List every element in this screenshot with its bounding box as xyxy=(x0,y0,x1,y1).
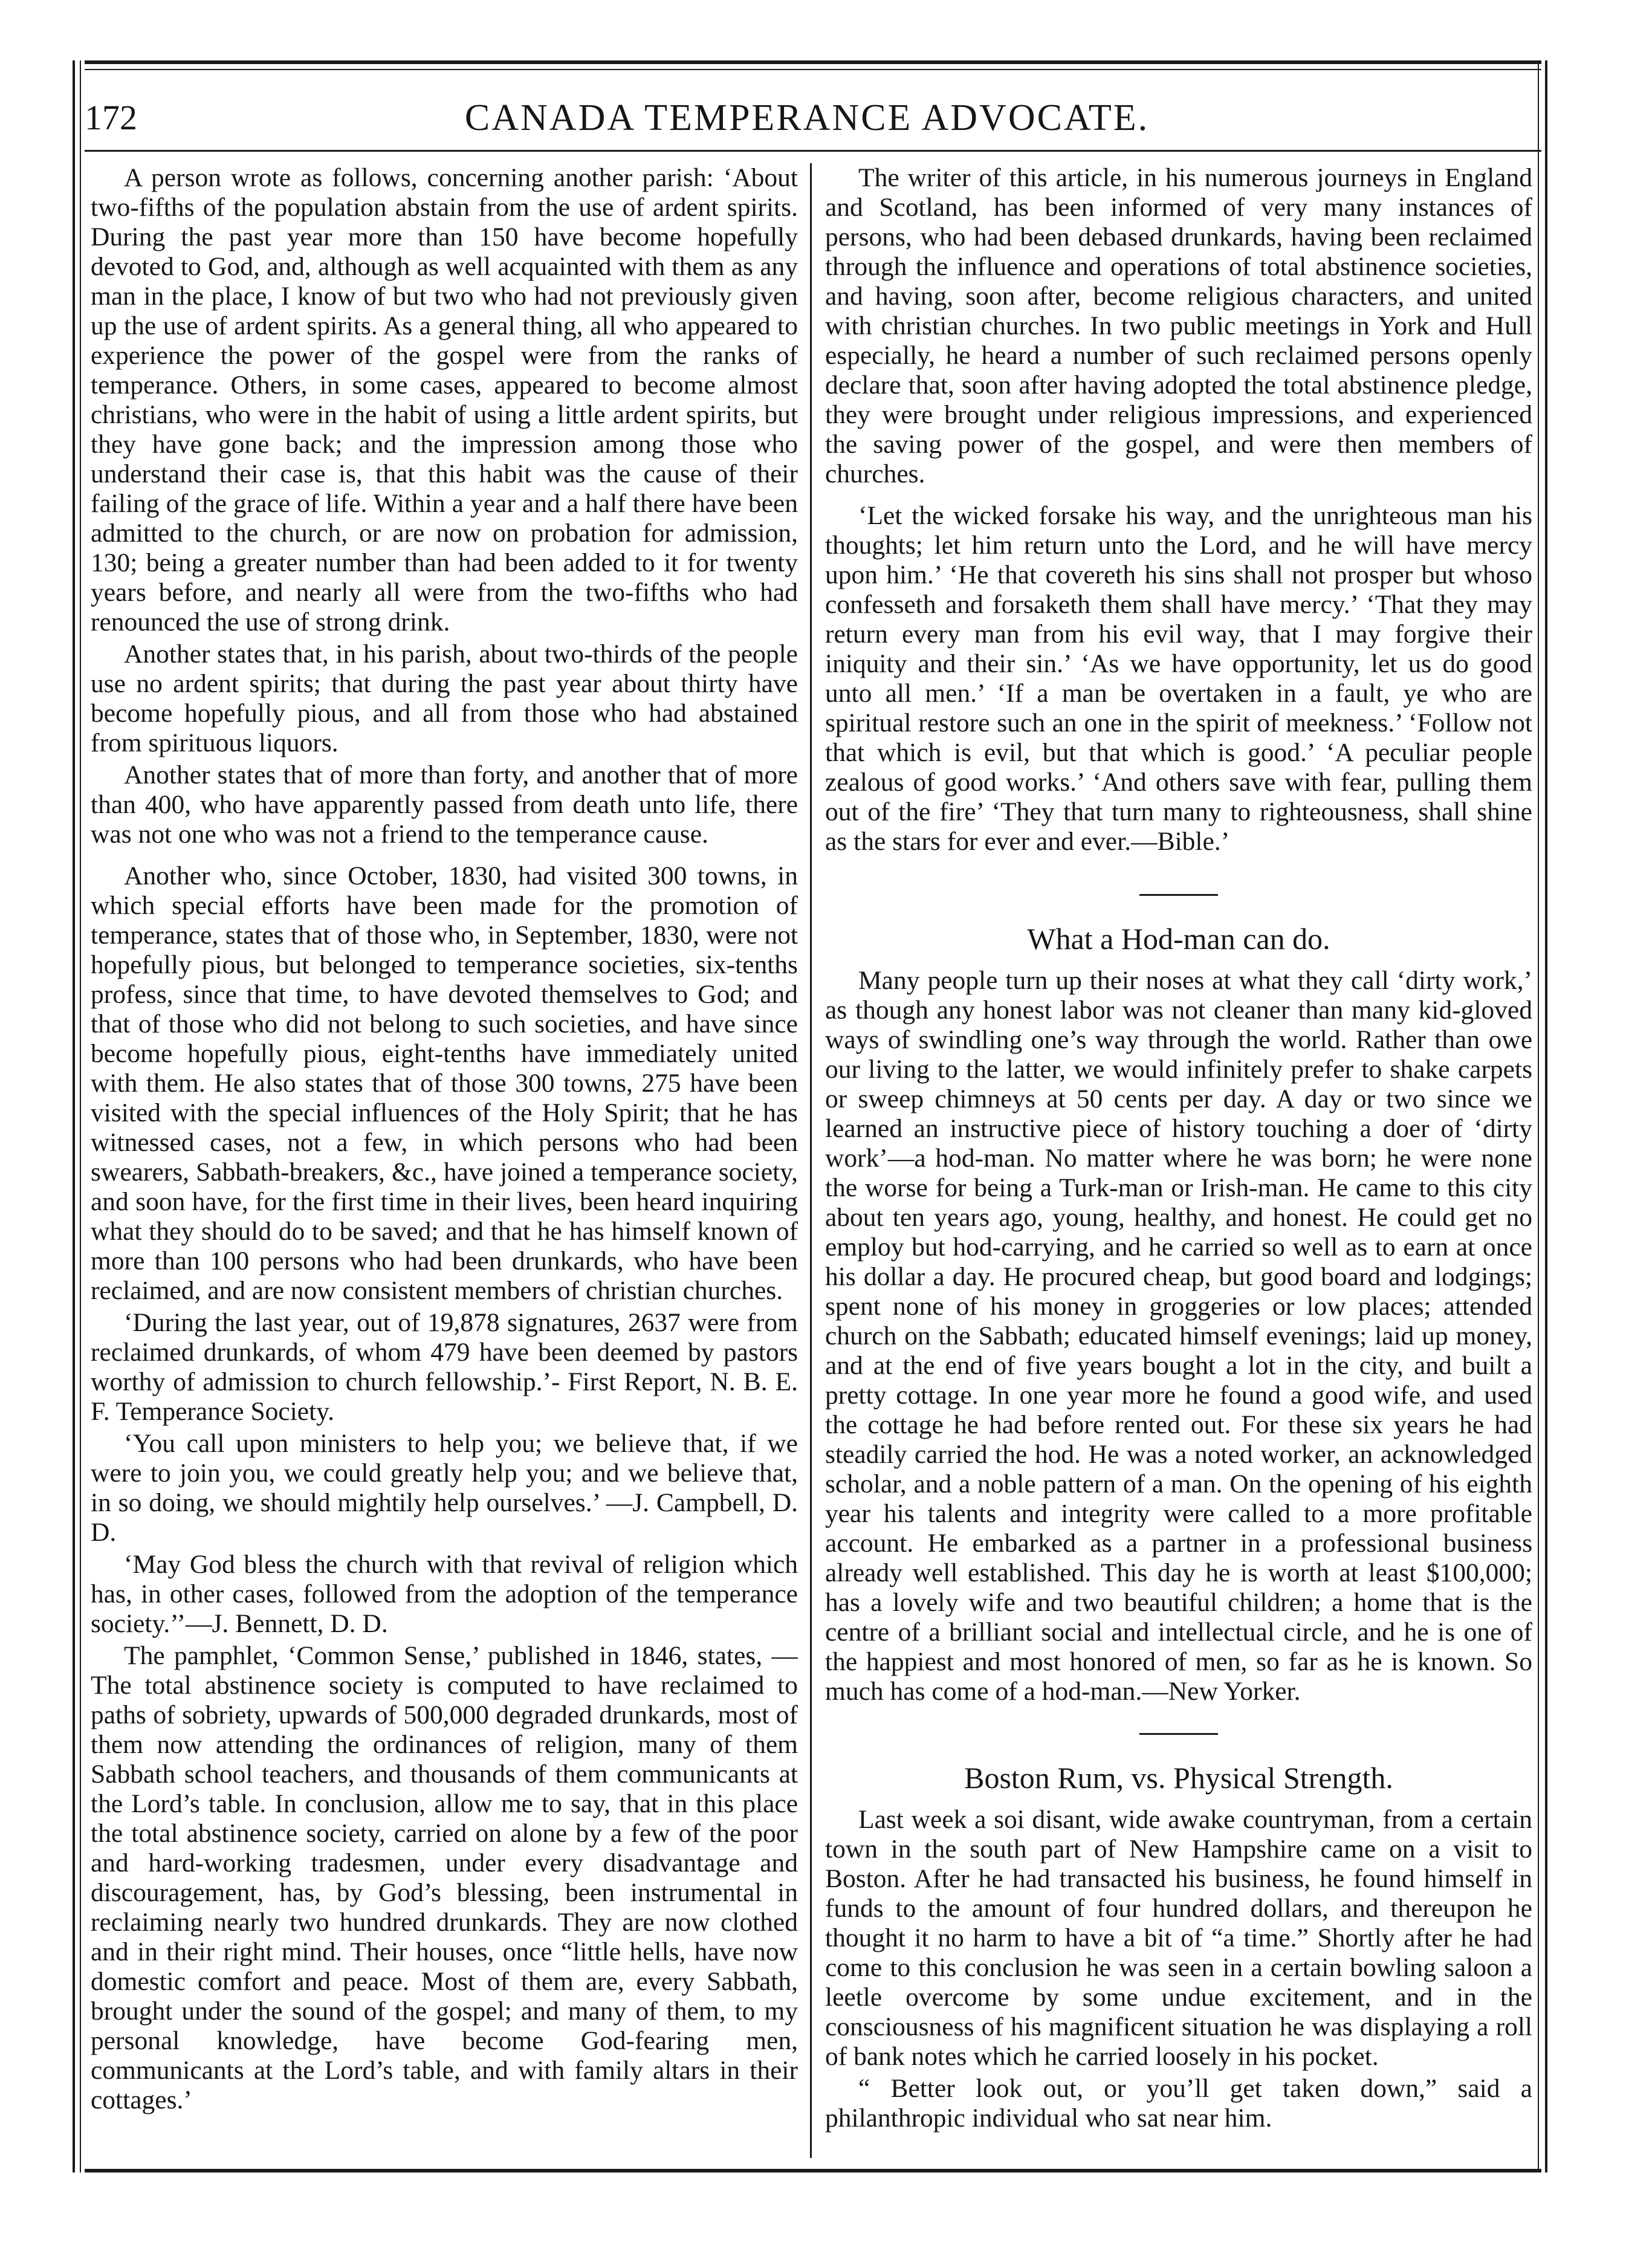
right-paragraph: ‘Let the wicked forsake his way, and the unrighteous man his thoughts; let him return unto the Lord, and he will have mercy upon him.’ ‘He that covereth his sins shall not prosper but whoso confesseth and forsaketh them shall have mercy.’ ‘That they may return every man from his evil way, that I may forgive their iniquity and their sin.’ ‘As we have opportunity, let us do good unto all men.’ ‘If a man be overtaken in a fault, ye who are spiritual restore such an one in the spirit of meekness.’ ‘Follow not that which is evil, but that which is good.’ ‘A peculiar people zealous of good works.’ ‘And others save with fear, pulling them out of the fire’ ‘They that turn many to righteousness, shall shine as the stars for ever and ever.—Bible.’ xyxy=(825,501,1532,856)
section-divider xyxy=(1139,1733,1218,1735)
page-header xyxy=(85,91,1529,145)
right-border-rule xyxy=(1545,60,1547,2172)
left-column xyxy=(91,163,798,2134)
left-border-rule-inner xyxy=(80,60,81,2172)
left-border-rule xyxy=(73,60,75,2172)
top-border-rule-thin xyxy=(85,69,1541,70)
right-paragraph: Last week a soi disant, wide awake countryman, from a certain town in the south part of New Hampshire came on a visit to Boston. After he had transacted his business, he found himself in funds to the amount of four hundred dollars, and thereupon he thought it no harm to have a bit of “a time.” Shortly after he had come to this conclusion he was seen in a certain bowling saloon a leetle overcome by some undue excitement, and in the consciousness of his magnificent situation he was displaying a roll of bank notes which he carried loosely in his pocket. xyxy=(825,1805,1532,2071)
right-border-rule-inner xyxy=(1538,60,1539,2172)
left-paragraph: A person wrote as follows, concerning another parish: ‘About two-fifths of the population abstain from the use of ardent spirits. During the past year more than 150 have become hopefully devoted to God, and, although as well acquainted with them as any man in the place, I know of but two who had not previously given up the use of ardent spirits. As a general thing, all who appeared to experience the power of the gospel were from the ranks of temperance. Others, in some cases, appeared to become almost christians, who were in the habit of using a little ardent spirits, but they have gone back; and the impression among those who understand their case is, that this habit was the cause of their failing of the grace of life. Within a year and a half there have been admitted to the church, or are now on probation for admission, 130; being a greater number than had been added to it for twenty years before, and nearly all were from the two-fifths who had renounced the use of strong drink. xyxy=(91,163,798,637)
bottom-border-rule xyxy=(85,2169,1541,2172)
column-divider xyxy=(810,163,812,2158)
header-rule xyxy=(85,150,1541,152)
section-heading-hod-man: What a Hod-man can do. xyxy=(1027,922,1330,956)
left-paragraph: Another states that of more than forty, and another that of more than 400, who have apparently passed from death unto life, there was not one who was not a friend to the temperance cause. xyxy=(91,760,798,849)
left-paragraph: ‘You call upon ministers to help you; we believe that, if we were to join you, we could greatly help you; and we believe that, in so doing, we should mightily help ourselves.’ —J. Campbell, D. D. xyxy=(91,1429,798,1547)
right-paragraph: Many people turn up their noses at what they call ‘dirty work,’ as though any honest labor was not cleaner than many kid-gloved ways of swindling one’s way through the world. Rather than owe our living to the latter, we would infinitely prefer to shake carpets or sweep chimneys at 50 cents per day. A day or two since we learned an instructive piece of history touching a doer of ‘dirty work’—a hod-man. No matter where he was born; he were none the worse for being a Turk-man or Irish-man. He came to this city about ten years ago, young, healthy, and honest. He could get no employ but hod-carrying, and he carried so well as to earn at once his dollar a day. He procured cheap, but good board and lodgings; spent none of his money in groggeries or low places; attended church on the Sabbath; educated himself evenings; laid up money, and at the end of five years bought a lot in the city, and built a pretty cottage. In one year more he found a good wife, and used the cottage he had before rented out. For these six years he had steadily carried the hod. He was a noted worker, an acknowledged scholar, and a noble pattern of a man. On the opening of his eighth year his talents and integrity were called to a more profitable account. He embarked as a partner in a professional business already well established. This day he is worth at least $100,000; has a lovely wife and two beautiful children; a home that is the centre of a brilliant social and intellectual circle, and he is one of the happiest and most honored of men, so far as he is known. So much has come of a hod-man.—New Yorker. xyxy=(825,966,1532,1706)
right-paragraph: “ Better look out, or you’ll get taken down,” said a philanthropic individual who sat near him. xyxy=(825,2074,1532,2133)
masthead-title: CANADA TEMPERANCE ADVOCATE. xyxy=(464,97,1150,138)
left-paragraph: ‘During the last year, out of 19,878 signatures, 2637 were from reclaimed drunkards, of whom 479 have been deemed by pastors worthy of admission to church fellowship.’- First Report, N. B. E. F. Temperance Society. xyxy=(91,1308,798,1426)
left-paragraph: ‘May God bless the church with that revival of religion which has, in other cases, followed from the adoption of the temperance society.’’—J. Bennett, D. D. xyxy=(91,1550,798,1638)
page-number: 172 xyxy=(85,98,137,137)
left-paragraph: The pamphlet, ‘Common Sense,’ published in 1846, states, —The total abstinence society is computed to have reclaimed to paths of sobriety, upwards of 500,000 degraded drunkards, most of them now attending the ordinances of religion, many of them Sabbath school teachers, and thousands of them communicants at the Lord’s table. In conclusion, allow me to say, that in this place the total abstinence society, carried on alone by a few of the poor and hard-working tradesmen, under every disadvantage and discouragement, has, by God’s blessing, been instrumental in reclaiming nearly two hundred drunkards. They are now clothed and in their right mind. Their houses, once “little hells, have now domestic comfort and peace. Most of them are, every Sabbath, brought under the sound of the gospel; and many of them, to my personal knowledge, have become God-fearing men, communicants at the Lord’s table, and with family altars in their cottages.’ xyxy=(91,1641,798,2114)
section-heading-boston-rum: Boston Rum, vs. Physical Strength. xyxy=(964,1761,1393,1795)
left-paragraph: Another states that, in his parish, about two-thirds of the people use no ardent spirits; that during the past year about thirty have become hopefully pious, and all from those who had abstained from spirituous liquors. xyxy=(91,640,798,757)
section-divider xyxy=(1139,894,1218,896)
right-column xyxy=(825,163,1532,2134)
right-paragraph: The writer of this article, in his numerous journeys in England and Scotland, has been informed of very many instances of persons, who had been debased drunkards, having been reclaimed through the influence and operations of total abstinence societies, and having, soon after, become religious characters, and united with christian churches. In two public meetings in York and Hull especially, he heard a number of such reclaimed persons openly declare that, soon after having adopted the total abstinence pledge, they were brought under religious impressions, and experienced the saving power of the gospel, and were then members of churches. xyxy=(825,163,1532,488)
top-border-rule xyxy=(85,60,1541,64)
left-paragraph: Another who, since October, 1830, had visited 300 towns, in which special efforts have been made for the promotion of temperance, states that of those who, in September, 1830, were not hopefully pious, but belonged to temperance societies, six-tenths profess, since that time, to have devoted themselves to God; and that of those who did not belong to such societies, and have since become hopefully pious, eight-tenths have immediately united with them. He also states that of those 300 towns, 275 have been visited with the special influences of the Holy Spirit; that he has witnessed cases, not a few, in which persons who had been swearers, Sabbath-breakers, &c., have joined a temperance society, and soon have, for the first time in their lives, been heard inquiring what they should do to be saved; and that he has himself known of more than 100 persons who had been drunkards, who have been reclaimed, and are now consistent members of christian churches. xyxy=(91,861,798,1305)
